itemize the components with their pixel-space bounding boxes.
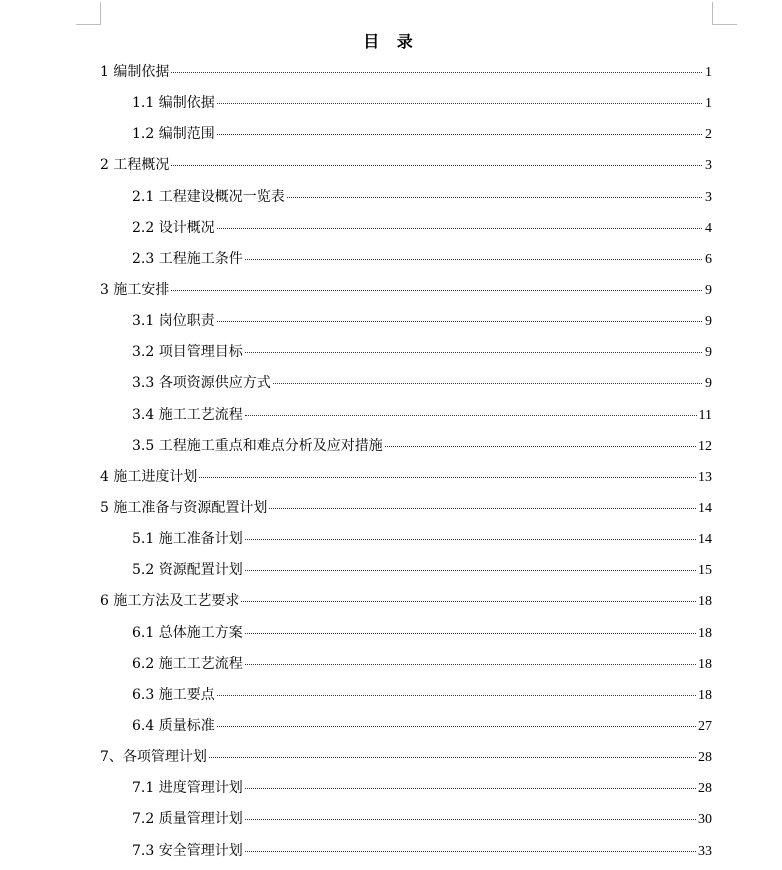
toc-entry[interactable] xyxy=(100,60,712,91)
toc-dot-leader xyxy=(245,352,702,353)
toc-entry-label: 3.2 项目管理目标 xyxy=(132,344,243,361)
toc-entry-label: 5.2 资源配置计划 xyxy=(132,562,243,579)
toc-entry[interactable] xyxy=(100,652,712,683)
toc-entry-label: 3.5 工程施工重点和难点分析及应对措施 xyxy=(132,437,383,454)
toc-dot-leader xyxy=(199,477,696,478)
toc-entry-page-number: 28 xyxy=(698,781,712,797)
toc-entry-page-number: 18 xyxy=(698,625,712,641)
toc-title: 目 录 xyxy=(363,32,419,51)
toc-entry-page-number: 2 xyxy=(705,127,712,143)
toc-entry[interactable] xyxy=(100,216,712,247)
toc-entry-label: 6.2 施工工艺流程 xyxy=(132,655,243,672)
toc-dot-leader xyxy=(273,383,702,384)
table-of-contents xyxy=(100,60,712,870)
toc-entry[interactable] xyxy=(100,527,712,558)
toc-entry-page-number: 15 xyxy=(698,563,712,579)
toc-dot-leader xyxy=(245,415,697,416)
toc-entry-label: 4 施工进度计划 xyxy=(100,468,198,485)
toc-entry[interactable] xyxy=(100,434,712,465)
toc-dot-leader xyxy=(171,165,702,166)
toc-dot-leader xyxy=(245,570,696,571)
toc-entry-label: 5.1 施工准备计划 xyxy=(132,531,243,548)
toc-entry-label: 2 工程概况 xyxy=(100,157,170,174)
toc-entry-page-number: 3 xyxy=(705,158,712,174)
toc-entry-page-number: 18 xyxy=(698,656,712,672)
toc-entry-label: 1.2 编制范围 xyxy=(132,126,215,143)
toc-dot-leader xyxy=(245,259,702,260)
toc-dot-leader xyxy=(217,134,702,135)
toc-entry-label: 7、各项管理计划 xyxy=(100,749,207,766)
toc-entry-label: 6.1 总体施工方案 xyxy=(132,624,243,641)
toc-dot-leader xyxy=(245,819,696,820)
toc-entry-page-number: 14 xyxy=(698,500,712,516)
toc-entry[interactable] xyxy=(100,91,712,122)
toc-dot-leader xyxy=(269,508,696,509)
toc-entry[interactable] xyxy=(100,122,712,153)
toc-dot-leader xyxy=(245,788,696,789)
toc-entry-page-number: 9 xyxy=(705,376,712,392)
toc-entry[interactable] xyxy=(100,496,712,527)
toc-entry-page-number: 12 xyxy=(698,438,712,454)
toc-entry[interactable] xyxy=(100,153,712,184)
toc-entry[interactable] xyxy=(100,371,712,402)
toc-entry-label: 3 施工安排 xyxy=(100,281,170,298)
toc-entry-label: 6.4 质量标准 xyxy=(132,717,215,734)
toc-dot-leader xyxy=(245,664,696,665)
toc-dot-leader xyxy=(217,103,702,104)
toc-entry[interactable] xyxy=(100,309,712,340)
toc-entry-page-number: 18 xyxy=(698,687,712,703)
toc-dot-leader xyxy=(287,197,702,198)
toc-entry[interactable] xyxy=(100,185,712,216)
toc-entry-label: 2.2 设计概况 xyxy=(132,219,215,236)
margin-corner-mark-top-left xyxy=(76,2,101,25)
toc-entry[interactable] xyxy=(100,558,712,589)
toc-entry-page-number: 9 xyxy=(705,282,712,298)
toc-entry-label: 7.1 进度管理计划 xyxy=(132,780,243,797)
toc-entry[interactable] xyxy=(100,776,712,807)
toc-entry-label: 1.1 编制依据 xyxy=(132,95,215,112)
toc-entry-label: 6.3 施工要点 xyxy=(132,686,215,703)
toc-entry-page-number: 9 xyxy=(705,314,712,330)
toc-entry[interactable] xyxy=(100,403,712,434)
toc-entry-label: 3.3 各项资源供应方式 xyxy=(132,375,271,392)
toc-dot-leader xyxy=(171,290,702,291)
toc-dot-leader xyxy=(217,695,696,696)
toc-entry-page-number: 14 xyxy=(698,532,712,548)
toc-dot-leader xyxy=(385,446,696,447)
toc-dot-leader xyxy=(241,601,696,602)
toc-entry[interactable] xyxy=(100,278,712,309)
toc-entry-page-number: 28 xyxy=(698,750,712,766)
toc-entry[interactable] xyxy=(100,683,712,714)
toc-dot-leader xyxy=(245,851,696,852)
toc-entry[interactable] xyxy=(100,839,712,870)
toc-entry-page-number: 11 xyxy=(698,407,712,423)
toc-dot-leader xyxy=(209,757,696,758)
toc-entry-label: 2.3 工程施工条件 xyxy=(132,250,243,267)
toc-entry-page-number: 30 xyxy=(698,812,712,828)
toc-entry-page-number: 33 xyxy=(698,843,712,859)
toc-entry-label: 2.1 工程建设概况一览表 xyxy=(132,188,285,205)
toc-entry-page-number: 9 xyxy=(705,345,712,361)
toc-entry-page-number: 18 xyxy=(698,594,712,610)
toc-entry[interactable] xyxy=(100,247,712,278)
toc-entry[interactable] xyxy=(100,714,712,745)
toc-entry[interactable] xyxy=(100,807,712,838)
toc-entry-page-number: 13 xyxy=(698,469,712,485)
toc-entry-label: 3.1 岗位职责 xyxy=(132,313,215,330)
toc-entry-page-number: 27 xyxy=(698,718,712,734)
toc-entry-page-number: 6 xyxy=(705,251,712,267)
toc-entry[interactable] xyxy=(100,340,712,371)
toc-entry-label: 3.4 施工工艺流程 xyxy=(132,406,243,423)
toc-dot-leader xyxy=(217,726,696,727)
toc-entry[interactable] xyxy=(100,465,712,496)
toc-entry-page-number: 1 xyxy=(705,65,712,80)
toc-entry-page-number: 4 xyxy=(705,220,712,236)
toc-entry-page-number: 1 xyxy=(705,96,712,112)
toc-entry[interactable] xyxy=(100,589,712,620)
toc-dot-leader xyxy=(245,539,696,540)
toc-entry-label: 7.2 质量管理计划 xyxy=(132,811,243,828)
toc-dot-leader xyxy=(217,321,702,322)
margin-corner-mark-top-right xyxy=(712,2,737,25)
toc-entry[interactable] xyxy=(100,621,712,652)
toc-entry-label: 1 编制依据 xyxy=(100,64,170,80)
toc-entry-label: 5 施工准备与资源配置计划 xyxy=(100,499,268,516)
toc-entry-label: 7.3 安全管理计划 xyxy=(132,842,243,859)
toc-entry-label: 6 施工方法及工艺要求 xyxy=(100,593,240,610)
toc-dot-leader xyxy=(245,633,696,634)
toc-entry-page-number: 3 xyxy=(705,189,712,205)
toc-dot-leader xyxy=(171,72,702,73)
toc-dot-leader xyxy=(217,228,702,229)
toc-entry[interactable] xyxy=(100,745,712,776)
